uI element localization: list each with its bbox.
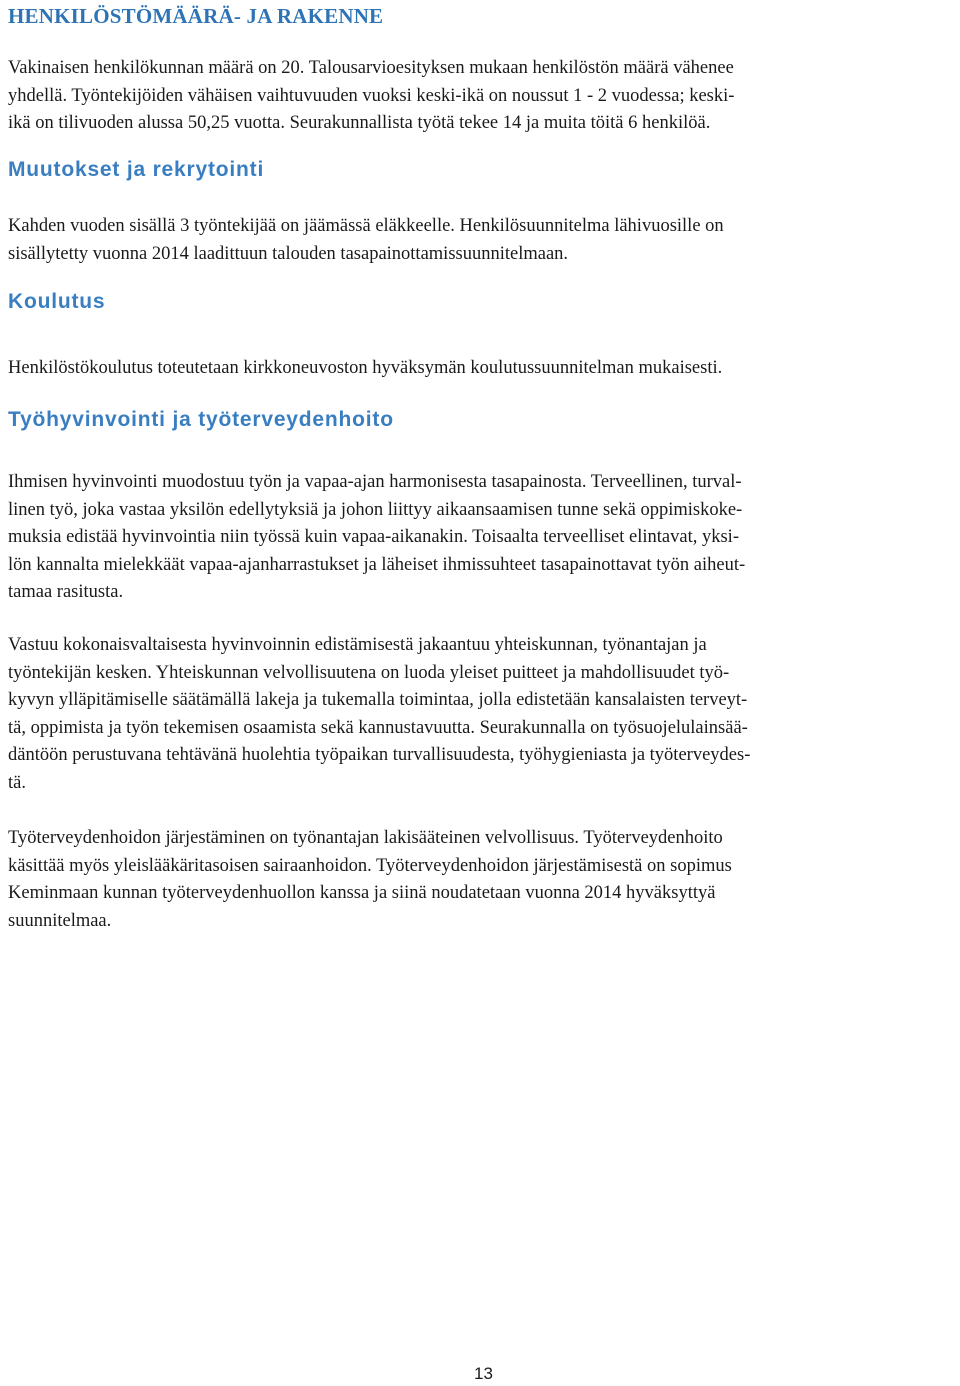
muutokset-paragraph: [8, 213, 958, 268]
tyohyvinvointi-paragraph-3: [8, 825, 958, 935]
paragraph-line: tä.: [8, 772, 26, 793]
intro-line: Vakinaisen henkilökunnan määrä on 20. Talousarvioesityksen mukaan henkilöstön määrä vähenee: [8, 58, 734, 78]
intro-line: yhdellä. Työntekijöiden vähäisen vaihtuvuuden vuoksi keski-ikä on noussut 1 - 2 vuodessa; keski-: [8, 85, 735, 106]
paragraph-line: suunnitelmaa.: [8, 910, 112, 931]
intro-line: ikä on tilivuoden alussa 50,25 vuotta. Seurakunnallista työtä tekee 14 ja muita töitä 6 henkilöä.: [8, 113, 711, 133]
muutokset-heading: Muutokset ja rekrytointi: [8, 158, 265, 181]
tyohyvinvointi-paragraph-1: [8, 469, 958, 607]
paragraph-line: linen työ, joka vastaa yksilön edellytyksiä ja johon liittyy aikaansaamisen tunne sekä oppimiskoke-: [8, 499, 743, 520]
paragraph-line: lön kannalta mielekkäät vapaa-ajanharrastukset ja läheiset ihmissuhteet tasapainottavat työn aiheut-: [8, 554, 746, 575]
koulutus-heading: Koulutus: [8, 290, 106, 313]
koulutus-paragraph: [8, 355, 958, 383]
paragraph-line: Vastuu kokonaisvaltaisesta hyvinvoinnin edistämisestä jakaantuu yhteiskunnan, työnantajan ja: [8, 635, 707, 655]
paragraph-line: Työterveydenhoidon järjestäminen on työnantajan lakisääteinen velvollisuus. Työterveydenhoito: [8, 828, 723, 848]
paragraph-line: kyvyn ylläpitämiselle säätämällä lakeja ja tukemalla toimintaa, jolla edistetään kansalaisten terveyt-: [8, 690, 748, 710]
paragraph-line: Keminmaan kunnan työterveydenhuollon kanssa ja siinä noudatetaan vuonna 2014 hyväksyttyä: [8, 883, 716, 903]
muutokset-line: Kahden vuoden sisällä 3 työntekijää on jäämässä eläkkeelle. Henkilösuunnitelma lähivuosille on: [8, 216, 724, 236]
tyohyvinvointi-heading: Työhyvinvointi ja työterveydenhoito: [8, 408, 394, 431]
paragraph-line: työntekijän kesken. Yhteiskunnan velvollisuutena on luoda yleiset puitteet ja mahdollisuudet työ-: [8, 662, 730, 683]
paragraph-line: Ihmisen hyvinvointi muodostuu työn ja vapaa-ajan harmonisesta tasapainosta. Terveellinen, turval-: [8, 472, 742, 492]
muutokset-line: sisällytetty vuonna 2014 laadittuun talouden tasapainottamissuunnitelmaan.: [8, 243, 569, 264]
koulutus-line: Henkilöstökoulutus toteutetaan kirkkoneuvoston hyväksymän koulutussuunnitelman mukaisesti.: [8, 358, 723, 378]
paragraph-line: däntöön perustuvana tehtävänä huolehtia työpaikan turvallisuudesta, työhygieniasta ja työterveydes-: [8, 745, 751, 765]
intro-paragraph: [8, 55, 958, 138]
paragraph-line: muksia edistää hyvinvointia niin työssä kuin vapaa-aikanakin. Toisaalta terveelliset elintavat, yksi-: [8, 527, 739, 547]
paragraph-line: tamaa rasitusta.: [8, 582, 124, 602]
paragraph-line: käsittää myös yleislääkäritasoisen sairaanhoidon. Työterveydenhoidon järjestämisestä on sopimus: [8, 855, 732, 876]
main-heading: HENKILÖSTÖMÄÄRÄ- JA RAKENNE: [8, 4, 384, 28]
paragraph-line: tä, oppimista ja työn tekemisen osaamista sekä kannustavuutta. Seurakunnalla on työsuojelulainsää-: [8, 717, 748, 738]
tyohyvinvointi-paragraph-2: [8, 632, 958, 797]
page-number: 13: [474, 1364, 493, 1383]
